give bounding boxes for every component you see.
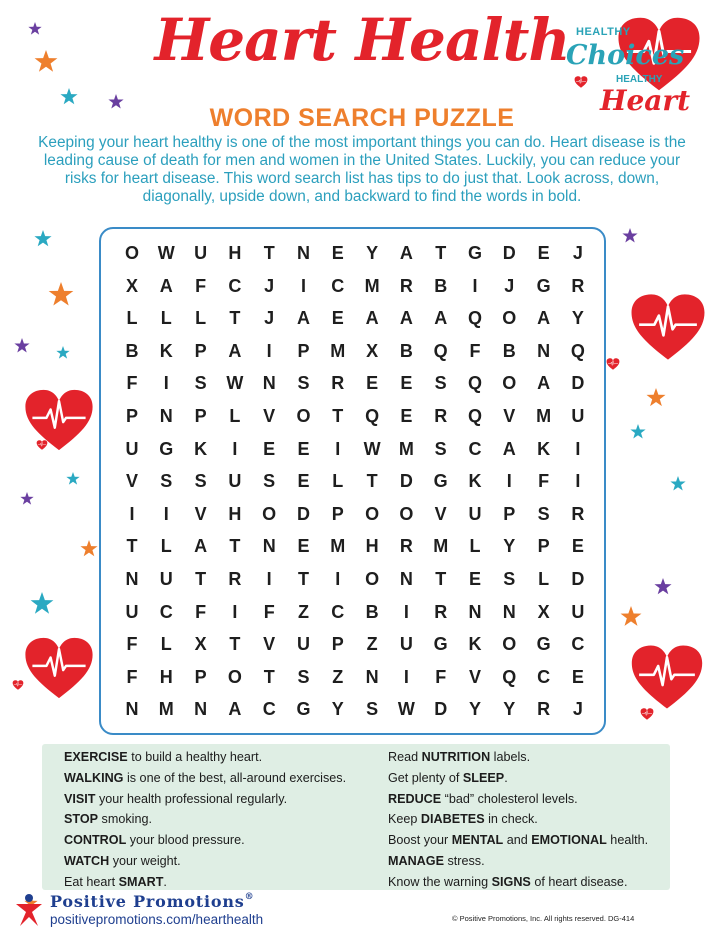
grid-letter[interactable]: N xyxy=(399,569,413,589)
list-text: “bad” cholesterol levels. xyxy=(441,791,578,806)
grid-letter[interactable]: G xyxy=(296,699,311,720)
grid-letter[interactable]: W xyxy=(226,373,244,394)
grid-letter[interactable]: Y xyxy=(366,243,379,263)
star-icon xyxy=(621,606,642,626)
grid-letter[interactable]: G xyxy=(536,634,551,655)
grid-letter[interactable]: L xyxy=(332,471,344,492)
logo-text: HEALTHY xyxy=(576,26,631,38)
grid-letter[interactable]: N xyxy=(297,243,310,263)
logo-text: HEALTHY xyxy=(616,74,663,85)
list-text: Get plenty of xyxy=(388,770,463,785)
logo-text: Choices xyxy=(566,40,685,71)
grid-letter[interactable]: B xyxy=(434,275,448,296)
grid-letter[interactable]: W xyxy=(397,699,415,720)
list-text: health. xyxy=(606,833,649,848)
star-icon xyxy=(66,472,79,485)
grid-letter[interactable]: O xyxy=(365,503,380,524)
list-text: stress. xyxy=(443,853,485,868)
word-search-grid[interactable] xyxy=(99,227,606,735)
grid-letter[interactable]: Q xyxy=(467,373,482,394)
grid-letter[interactable]: E xyxy=(297,471,310,492)
heart-icon xyxy=(641,708,654,719)
grid-letter[interactable]: U xyxy=(468,503,482,524)
grid-letter[interactable]: A xyxy=(399,243,413,263)
search-word: DIABETES xyxy=(420,812,485,827)
grid-letter[interactable]: E xyxy=(400,373,413,394)
grid-letter[interactable]: J xyxy=(264,308,275,329)
grid-letter[interactable]: K xyxy=(194,438,208,459)
grid-letter[interactable]: T xyxy=(229,308,241,329)
page-subtitle: WORD SEARCH PUZZLE xyxy=(209,104,515,132)
list-text: to build a healthy heart. xyxy=(127,750,263,764)
star-icon xyxy=(20,492,33,505)
grid-letter[interactable]: B xyxy=(125,340,139,361)
grid-letter[interactable]: D xyxy=(502,243,516,263)
grid-letter[interactable]: M xyxy=(364,275,380,296)
search-word: EMOTIONAL xyxy=(531,833,607,848)
positive-promotions-logo xyxy=(14,888,294,932)
list-text: Know the warning xyxy=(388,874,492,889)
grid-letter[interactable]: F xyxy=(435,666,447,687)
grid-letter[interactable]: O xyxy=(365,569,380,589)
grid-letter[interactable]: K xyxy=(468,471,482,492)
list-text: is one of the best, all-around exercises. xyxy=(123,770,347,785)
grid-letter[interactable]: A xyxy=(399,308,413,329)
grid-letter[interactable]: S xyxy=(160,471,173,492)
grid-letter[interactable]: A xyxy=(434,308,448,329)
grid-letter[interactable]: J xyxy=(572,699,583,720)
grid-letter[interactable]: T xyxy=(263,666,275,687)
grid-letter[interactable]: M xyxy=(158,699,174,720)
list-text: . xyxy=(504,770,508,785)
grid-letter[interactable]: E xyxy=(297,438,310,459)
grid-letter[interactable]: C xyxy=(262,699,276,720)
star-icon xyxy=(31,592,54,614)
grid-letter[interactable]: U xyxy=(159,569,173,589)
grid-letter[interactable]: F xyxy=(538,471,550,492)
grid-letter[interactable]: V xyxy=(125,471,138,492)
grid-letter[interactable]: T xyxy=(126,536,138,557)
logo-text: Heart xyxy=(600,84,691,117)
grid-letter[interactable]: L xyxy=(469,536,481,557)
list-text: smoking. xyxy=(98,812,152,827)
grid-letter[interactable]: Z xyxy=(366,634,378,655)
grid-letter[interactable]: I xyxy=(403,666,409,687)
heart-icon xyxy=(632,294,705,359)
grid-letter[interactable]: O xyxy=(227,666,242,687)
grid-letter[interactable]: P xyxy=(194,340,207,361)
grid-letter[interactable]: U xyxy=(399,634,413,655)
grid-letter[interactable]: U xyxy=(571,406,585,426)
grid-letter[interactable]: R xyxy=(228,569,242,589)
brand-url[interactable]: positivepromotions.com/hearthealth xyxy=(50,912,264,927)
grid-letter[interactable]: U xyxy=(571,601,585,622)
search-word: STOP xyxy=(64,812,99,827)
grid-letter[interactable]: S xyxy=(434,373,447,394)
grid-letter[interactable]: V xyxy=(434,503,447,524)
grid-letter[interactable]: Y xyxy=(468,699,481,720)
grid-letter[interactable]: M xyxy=(536,406,552,426)
grid-letter[interactable]: N xyxy=(262,536,276,557)
grid-letter[interactable]: C xyxy=(468,438,482,459)
grid-letter[interactable]: V xyxy=(503,406,516,426)
list-text: Keep xyxy=(388,812,421,827)
grid-letter[interactable]: R xyxy=(399,275,413,296)
search-word: VISIT xyxy=(64,791,96,806)
grid-letter[interactable]: R xyxy=(434,601,448,622)
grid-letter[interactable]: V xyxy=(263,634,276,655)
grid-letter[interactable]: M xyxy=(330,340,346,361)
search-word: EXERCISE xyxy=(64,750,128,764)
grid-letter[interactable]: L xyxy=(160,536,172,557)
grid-letter[interactable]: U xyxy=(194,243,208,263)
grid-letter[interactable]: Y xyxy=(331,699,344,720)
grid-letter[interactable]: L xyxy=(229,406,241,426)
grid-letter[interactable]: E xyxy=(366,373,379,394)
word-list-item xyxy=(388,809,648,830)
grid-letter[interactable]: O xyxy=(502,373,517,394)
figure-star-icon xyxy=(14,892,44,928)
grid-letter[interactable]: S xyxy=(434,438,447,459)
grid-letter[interactable]: Y xyxy=(503,536,516,557)
grid-letter[interactable]: X xyxy=(366,340,379,361)
heart-icon xyxy=(37,440,48,450)
grid-letter[interactable]: W xyxy=(363,438,381,459)
grid-letter[interactable]: A xyxy=(537,308,551,329)
grid-letter[interactable]: G xyxy=(159,438,174,459)
list-text: your weight. xyxy=(109,853,181,868)
grid-letter[interactable]: E xyxy=(331,308,344,329)
grid-letter[interactable]: I xyxy=(266,569,272,589)
grid-letter[interactable]: I xyxy=(266,340,272,361)
page-title: Heart Health xyxy=(154,6,570,74)
grid-letter[interactable]: D xyxy=(399,471,413,492)
grid-letter[interactable]: H xyxy=(365,536,379,557)
grid-letter[interactable]: Q xyxy=(365,406,380,426)
heart-icon xyxy=(25,638,92,698)
heart-icon xyxy=(607,358,620,369)
grid-letter[interactable]: B xyxy=(399,340,413,361)
grid-letter[interactable]: F xyxy=(263,601,275,622)
healthy-choices-logo xyxy=(560,10,710,120)
grid-letter[interactable]: C xyxy=(159,601,173,622)
grid-letter[interactable]: Z xyxy=(298,601,309,622)
word-list-item xyxy=(64,747,346,768)
heart-icon xyxy=(25,390,92,450)
grid-letter[interactable]: I xyxy=(232,601,238,622)
grid-letter[interactable]: S xyxy=(503,569,516,589)
star-icon xyxy=(622,228,637,242)
grid-letter[interactable]: K xyxy=(159,340,173,361)
search-word: REDUCE xyxy=(388,791,442,806)
grid-letter[interactable]: P xyxy=(503,503,516,524)
list-text: in check. xyxy=(484,812,538,827)
star-icon xyxy=(56,346,69,359)
grid-letter[interactable]: X xyxy=(194,634,207,655)
grid-letter[interactable]: F xyxy=(195,275,207,296)
grid-letter[interactable]: J xyxy=(572,243,583,263)
grid-letter[interactable]: G xyxy=(467,243,482,263)
search-word: MENTAL xyxy=(451,833,504,848)
grid-letter[interactable]: H xyxy=(228,243,242,263)
grid-letter[interactable]: S xyxy=(194,471,207,492)
grid-letter[interactable]: T xyxy=(229,634,241,655)
grid-letter[interactable]: I xyxy=(300,275,306,296)
word-list-item xyxy=(64,830,346,851)
list-text: and xyxy=(503,833,532,848)
star-icon xyxy=(647,388,666,406)
search-word: WATCH xyxy=(64,853,110,868)
grid-letter[interactable]: R xyxy=(399,536,413,557)
grid-letter[interactable]: F xyxy=(126,634,138,655)
grid-letter[interactable]: Q xyxy=(502,666,517,687)
search-word: CONTROL xyxy=(64,833,127,848)
grid-letter[interactable]: G xyxy=(433,634,448,655)
grid-letter[interactable]: M xyxy=(433,536,449,557)
grid-letter[interactable]: N xyxy=(537,340,551,361)
grid-letter[interactable]: B xyxy=(502,340,516,361)
copyright-text: © Positive Promotions, Inc. All rights reserved. DG-414 xyxy=(452,914,635,923)
grid-letter[interactable]: M xyxy=(330,536,346,557)
word-list-item xyxy=(388,747,648,768)
word-list-item xyxy=(388,851,648,872)
grid-letter[interactable]: D xyxy=(571,569,585,589)
star-icon xyxy=(670,476,685,490)
grid-letter[interactable]: N xyxy=(159,406,173,426)
grid-letter[interactable]: T xyxy=(435,569,447,589)
grid-letter[interactable]: Q xyxy=(467,406,482,426)
list-text: Boost your xyxy=(388,833,452,848)
grid-letter[interactable]: P xyxy=(331,503,344,524)
grid-letter[interactable]: X xyxy=(537,601,550,622)
grid-letter[interactable]: X xyxy=(125,275,138,296)
grid-letter[interactable]: T xyxy=(263,243,275,263)
grid-letter[interactable]: P xyxy=(194,666,207,687)
word-list-left xyxy=(64,747,346,893)
grid-letter[interactable]: Q xyxy=(570,340,585,361)
grid-letter[interactable]: E xyxy=(571,536,584,557)
grid-letter[interactable]: A xyxy=(194,536,208,557)
grid-letter[interactable]: E xyxy=(331,243,344,263)
grid-letter[interactable]: J xyxy=(264,275,275,296)
list-text: . xyxy=(163,874,167,889)
list-text: labels. xyxy=(490,750,531,764)
grid-letter[interactable]: D xyxy=(571,373,585,394)
word-list-item xyxy=(388,789,648,810)
star-icon xyxy=(49,282,74,306)
grid-letter[interactable]: Q xyxy=(467,308,482,329)
grid-letter[interactable]: A xyxy=(159,275,173,296)
grid-letter[interactable]: F xyxy=(126,373,138,394)
grid-letter[interactable]: P xyxy=(125,406,138,426)
word-list-item xyxy=(64,809,346,830)
grid-letter[interactable]: K xyxy=(537,438,551,459)
grid-letter[interactable]: R xyxy=(537,699,551,720)
grid-letter[interactable]: Y xyxy=(571,308,584,329)
grid-letter[interactable]: E xyxy=(571,666,584,687)
grid-letter[interactable]: F xyxy=(126,666,138,687)
grid-letter[interactable]: P xyxy=(297,340,310,361)
search-word: MANAGE xyxy=(388,853,444,868)
word-list-item xyxy=(388,768,648,789)
grid-letter[interactable]: F xyxy=(469,340,481,361)
grid-letter[interactable]: N xyxy=(365,666,379,687)
grid-letter[interactable]: C xyxy=(571,634,585,655)
word-list-item xyxy=(64,768,346,789)
grid-letter[interactable]: I xyxy=(335,438,341,459)
grid-letter[interactable]: U xyxy=(228,471,242,492)
star-icon xyxy=(34,230,51,246)
grid-letter[interactable]: P xyxy=(331,634,344,655)
grid-letter[interactable]: L xyxy=(538,569,550,589)
grid-letter[interactable]: B xyxy=(365,601,379,622)
grid-letter[interactable]: Z xyxy=(332,666,344,687)
word-list-item xyxy=(388,830,648,851)
search-word: SIGNS xyxy=(491,874,531,889)
grid-letter[interactable]: E xyxy=(297,536,310,557)
grid-letter[interactable]: E xyxy=(537,243,550,263)
grid-letter[interactable]: V xyxy=(468,666,481,687)
grid-letter[interactable]: L xyxy=(126,308,138,329)
list-text: your blood pressure. xyxy=(126,833,245,848)
grid-letter[interactable]: I xyxy=(163,503,169,524)
grid-letter[interactable]: E xyxy=(468,569,481,589)
grid-letter[interactable]: A xyxy=(228,340,242,361)
grid-letter[interactable]: T xyxy=(195,569,207,589)
grid-letter[interactable]: H xyxy=(228,503,242,524)
grid-letter[interactable]: K xyxy=(468,634,482,655)
list-text: your health professional regularly. xyxy=(95,791,288,806)
grid-letter[interactable]: I xyxy=(232,438,238,459)
grid-letter[interactable]: P xyxy=(537,536,550,557)
grid-letter[interactable]: N xyxy=(194,699,208,720)
grid-letter[interactable]: D xyxy=(297,503,310,524)
grid-letter[interactable]: A xyxy=(502,438,516,459)
grid-letter[interactable]: N xyxy=(502,601,516,622)
grid-letter[interactable]: C xyxy=(537,666,551,687)
grid-letter[interactable]: C xyxy=(228,275,242,296)
grid-letter[interactable]: I xyxy=(506,471,512,492)
grid-letter[interactable]: O xyxy=(502,634,517,655)
grid-letter[interactable]: U xyxy=(125,601,139,622)
brand-name: Positive Promotions® xyxy=(50,892,255,911)
list-text: Eat heart xyxy=(64,874,119,889)
star-icon xyxy=(80,540,97,556)
grid-letter[interactable]: O xyxy=(502,308,517,329)
word-list-item xyxy=(64,851,346,872)
grid-letter[interactable]: V xyxy=(263,406,276,426)
grid-letter[interactable]: S xyxy=(297,666,310,687)
grid-letter[interactable]: G xyxy=(536,275,551,296)
grid-letter[interactable]: L xyxy=(160,308,172,329)
grid-letter[interactable]: I xyxy=(129,503,135,524)
grid-letter[interactable]: T xyxy=(229,536,241,557)
grid-letter[interactable]: A xyxy=(537,373,551,394)
grid-letter[interactable]: E xyxy=(263,438,276,459)
grid-letter[interactable]: T xyxy=(366,471,378,492)
grid-letter[interactable]: N xyxy=(262,373,276,394)
grid-letter[interactable]: U xyxy=(125,438,139,459)
grid-letter[interactable]: H xyxy=(159,666,173,687)
search-word: WALKING xyxy=(64,770,124,785)
grid-letter[interactable]: R xyxy=(434,406,448,426)
grid-letter[interactable]: R xyxy=(331,373,345,394)
grid-letter[interactable]: I xyxy=(575,471,581,492)
grid-letter[interactable]: O xyxy=(399,503,414,524)
star-icon xyxy=(60,88,77,104)
grid-letter[interactable]: S xyxy=(194,373,207,394)
list-text: Read xyxy=(388,750,422,764)
star-icon xyxy=(14,338,29,352)
grid-letter[interactable]: W xyxy=(157,243,175,263)
heart-icon xyxy=(632,645,702,708)
grid-letter[interactable]: N xyxy=(468,601,482,622)
grid-letter[interactable]: V xyxy=(194,503,207,524)
search-word: NUTRITION xyxy=(421,750,491,764)
grid-letter[interactable]: S xyxy=(297,373,310,394)
search-word: SMART xyxy=(118,874,164,889)
grid-letter[interactable]: A xyxy=(297,308,310,329)
grid-letter[interactable]: A xyxy=(365,308,379,329)
grid-letter[interactable]: I xyxy=(403,601,409,622)
grid-letter[interactable]: M xyxy=(398,438,414,459)
grid-letter[interactable]: G xyxy=(433,471,448,492)
grid-letter[interactable]: S xyxy=(537,503,550,524)
grid-letter[interactable]: R xyxy=(571,275,585,296)
grid-letter[interactable]: O xyxy=(296,406,311,426)
grid-letter[interactable]: U xyxy=(297,634,310,655)
word-list-right xyxy=(388,747,648,893)
grid-letter[interactable]: E xyxy=(400,406,413,426)
grid-letter[interactable]: Y xyxy=(503,699,516,720)
grid-letter[interactable]: T xyxy=(332,406,344,426)
grid-letter[interactable]: A xyxy=(228,699,242,720)
grid-letter[interactable]: N xyxy=(125,699,139,720)
grid-letter[interactable]: N xyxy=(125,569,139,589)
grid-letter[interactable]: O xyxy=(262,503,277,524)
grid-letter[interactable]: P xyxy=(194,406,207,426)
star-icon xyxy=(654,578,671,594)
grid-letter[interactable]: L xyxy=(195,308,207,329)
grid-letter[interactable]: I xyxy=(472,275,478,296)
grid-letter[interactable]: R xyxy=(571,503,585,524)
list-text: of heart disease. xyxy=(530,874,628,889)
grid-letter[interactable]: S xyxy=(366,699,379,720)
grid-letter[interactable]: T xyxy=(298,569,309,589)
grid-letter[interactable]: L xyxy=(160,634,172,655)
grid-letter[interactable]: I xyxy=(163,373,169,394)
search-word: SLEEP xyxy=(462,770,505,785)
intro-paragraph: Keeping your heart healthy is one of the most important things you can do. Heart disease is the leading cause of death for men and women in the United States. Luckily, you can reduce your risks for heart disease. This word search list has tips to do just that. Look across, down, diagonally, upside down, and backward to find the words in bold. xyxy=(38,134,686,205)
word-list-box xyxy=(42,744,670,890)
grid-letter[interactable]: F xyxy=(195,601,207,622)
heart-icon xyxy=(13,680,24,690)
grid-letter[interactable]: I xyxy=(335,569,341,589)
grid-letter[interactable]: C xyxy=(331,601,345,622)
grid-letter[interactable]: T xyxy=(435,243,447,263)
grid-letter[interactable]: D xyxy=(434,699,448,720)
grid-letter[interactable]: I xyxy=(575,438,581,459)
grid-letter[interactable]: Q xyxy=(433,340,448,361)
grid-letter[interactable]: S xyxy=(263,471,276,492)
word-list-item xyxy=(64,789,346,810)
word-list-item xyxy=(388,872,648,893)
grid-letter[interactable]: J xyxy=(504,275,515,296)
grid-letter[interactable]: C xyxy=(331,275,345,296)
grid-letter[interactable]: O xyxy=(124,243,139,263)
star-icon xyxy=(630,424,645,438)
